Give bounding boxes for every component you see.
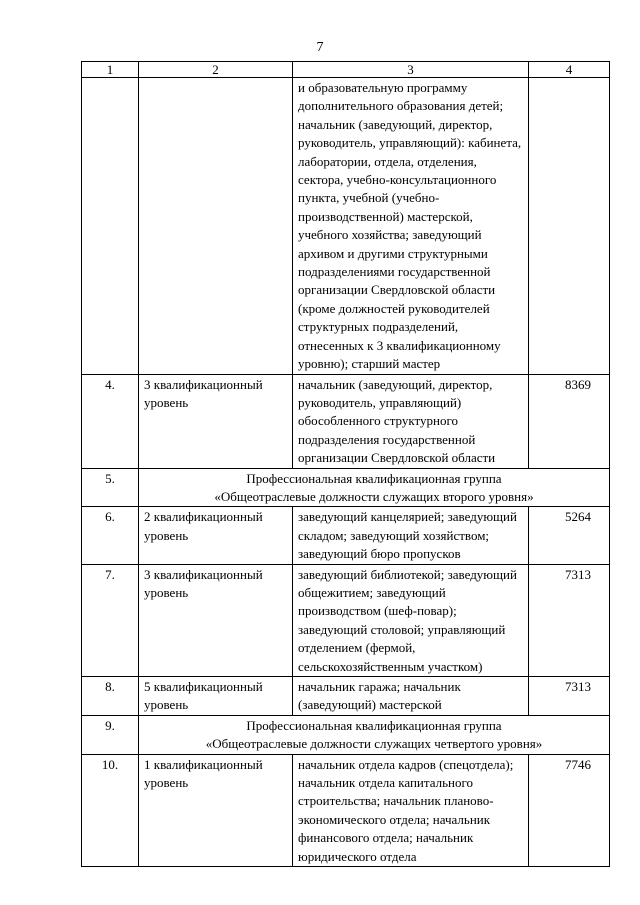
positions-list: заведующий библиотекой; заведующий общежитием; заведующий производством (шеф-повар); заведующий столовой; управляющий отделением (фермой, сельскохозяйственным участком) bbox=[293, 564, 529, 676]
qualification-level: 1 квалификационный уровень bbox=[139, 754, 293, 866]
positions-list: начальник отдела кадров (спецотдела); начальник отдела капитального строительства; начальник планово-экономического отдела; начальник финансового отдела; начальник юридического отдела bbox=[293, 754, 529, 866]
positions-list: заведующий канцелярией; заведующий складом; заведующий хозяйством; заведующий бюро пропусков bbox=[293, 507, 529, 564]
table-row bbox=[82, 507, 610, 564]
row-number: 10. bbox=[82, 754, 139, 866]
group-row bbox=[82, 715, 610, 754]
group-title-line1: Профессиональная квалификационная группа bbox=[246, 470, 502, 486]
salary-value: 7746 bbox=[529, 754, 610, 866]
positions-list: начальник гаража; начальник (заведующий) мастерской bbox=[293, 677, 529, 716]
row-number: 6. bbox=[82, 507, 139, 564]
qualification-level bbox=[139, 78, 293, 375]
page-number: 7 bbox=[316, 40, 324, 55]
group-title bbox=[139, 715, 610, 754]
salary-value: 8369 bbox=[529, 374, 610, 468]
group-row bbox=[82, 468, 610, 507]
qualification-level: 3 квалификационный уровень bbox=[139, 374, 293, 468]
salary-value: 7313 bbox=[529, 564, 610, 676]
salary-value bbox=[529, 78, 610, 375]
qualification-level: 2 квалификационный уровень bbox=[139, 507, 293, 564]
row-number: 9. bbox=[82, 715, 139, 754]
header-col-3: 3 bbox=[293, 62, 529, 78]
header-col-1: 1 bbox=[82, 62, 139, 78]
table-row bbox=[82, 564, 610, 676]
row-number bbox=[82, 78, 139, 375]
table-row bbox=[82, 374, 610, 468]
group-title-line2: «Общеотраслевые должности служащих второго уровня» bbox=[214, 488, 534, 504]
salary-value: 7313 bbox=[529, 677, 610, 716]
row-number: 7. bbox=[82, 564, 139, 676]
positions-list: начальник (заведующий, директор, руководитель, управляющий) обособленного структурного подразделения государственной организации Свердловской области bbox=[293, 374, 529, 468]
qualification-level: 3 квалификационный уровень bbox=[139, 564, 293, 676]
table-header-row bbox=[82, 62, 610, 78]
positions-list: и образовательную программу дополнительного образования детей; начальник (заведующий, директор, руководитель, управляющий): кабинета, лаборатории, отдела, отделения, сектора, учебно-консультационного пункта, учебной (учебно-производственной) мастерской, учебного хозяйства; заведующий архивом и другими структурными подразделениями государственной организации Свердловской области (кроме должностей руководителей структурных подразделений, отнесенных к 3 квалификационному уровню); старший мастер bbox=[293, 78, 529, 375]
table-row bbox=[82, 78, 610, 375]
group-title-line1: Профессиональная квалификационная группа bbox=[246, 717, 502, 733]
group-title bbox=[139, 468, 610, 507]
row-number: 4. bbox=[82, 374, 139, 468]
salary-value: 5264 bbox=[529, 507, 610, 564]
group-title-line2: «Общеотраслевые должности служащих четвертого уровня» bbox=[205, 736, 543, 752]
qualification-table bbox=[81, 61, 610, 867]
header-col-4: 4 bbox=[529, 62, 610, 78]
row-number: 5. bbox=[82, 468, 139, 507]
table-row bbox=[82, 754, 610, 866]
header-col-2: 2 bbox=[139, 62, 293, 78]
row-number: 8. bbox=[82, 677, 139, 716]
table-row bbox=[82, 677, 610, 716]
qualification-level: 5 квалификационный уровень bbox=[139, 677, 293, 716]
